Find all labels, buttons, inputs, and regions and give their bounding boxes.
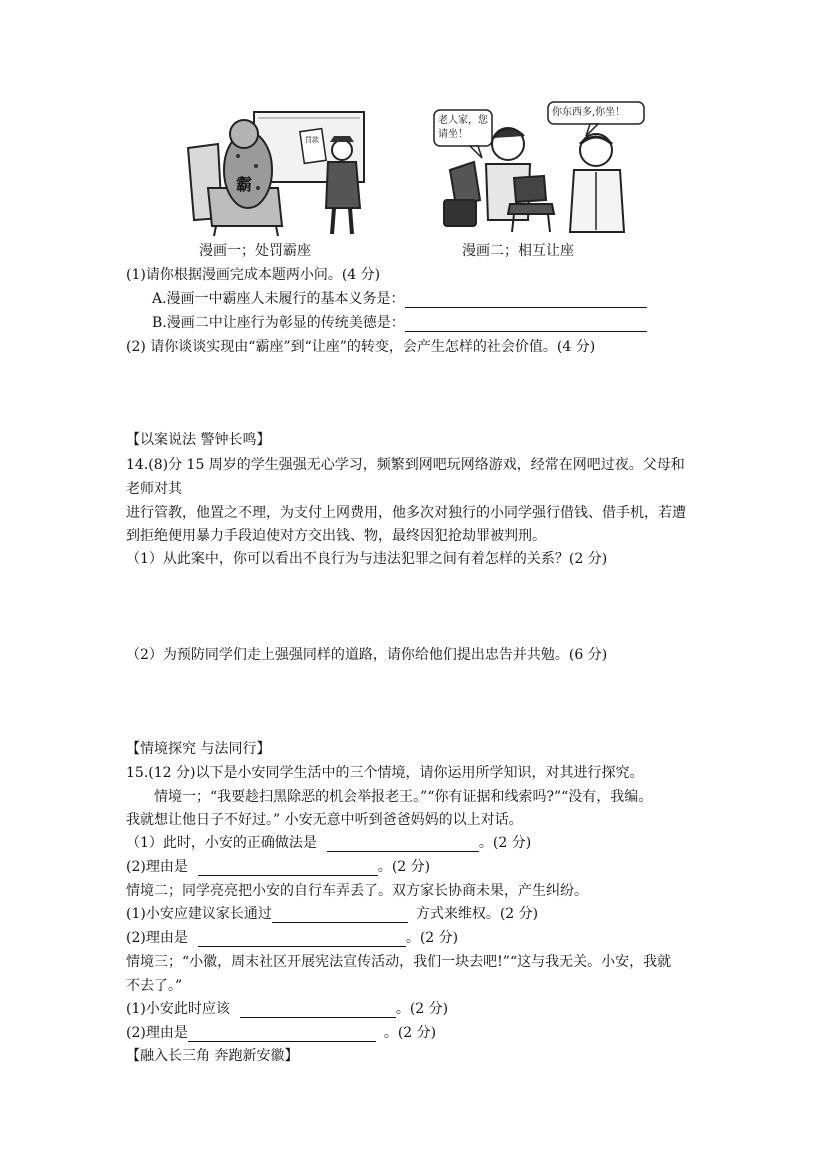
- scene2-q2: [126, 929, 458, 947]
- scene1-q1-suffix: 。(2 分): [478, 835, 532, 851]
- scene3-q2: [126, 1024, 436, 1042]
- scene2-q1: [126, 905, 538, 923]
- scene1-line1: 情境一；“我要趁扫黑除恶的机会举报老王。”“你有证据和线索吗?”“没有，我编。: [154, 789, 653, 805]
- scene2-line: 情境二；同学亮亮把小安的自行车弄丢了。双方家长协商未果，产生纠纷。: [126, 883, 588, 899]
- scene1-q2: [126, 858, 430, 876]
- q13-b-text: B.漫画二中让座行为彰显的传统美德是：: [152, 315, 405, 331]
- scene3-line1: 情境三；“小徽，周末社区开展宪法宣传活动，我们一块去吧!”“这与我无关。小安，我就: [126, 954, 672, 970]
- q14-line1: 14.(8)分 15 周岁的学生强强无心学习，频繁到网吧玩网络游戏，经常在网吧过夜。父母和: [126, 457, 685, 473]
- section-heading-next: 【融入长三角 奔跑新安徽】: [126, 1048, 299, 1064]
- scene3-q2-prefix: (2)理由是: [126, 1025, 188, 1041]
- scene3-q1-prefix: (1)小安此时应该: [126, 1001, 230, 1017]
- scene1-q1: [126, 834, 531, 852]
- scene2-q2-blank[interactable]: [198, 932, 406, 947]
- comic-penalizing-seat-hog: [178, 108, 378, 238]
- section-heading-scene: 【情境探究 与法同行】: [126, 741, 271, 757]
- scene1-line2: 我就想让他日子不好过。” 小安无意中听到爸爸妈妈的以上对话。: [126, 812, 523, 828]
- scene3-q1: [126, 1000, 448, 1018]
- q13-a-text: A.漫画一中霸座人未履行的基本义务是：: [152, 291, 405, 307]
- scene3-q1-blank[interactable]: [240, 1003, 396, 1018]
- scene1-q1-prefix: （1）此时，小安的正确做法是: [126, 835, 317, 851]
- q13-a-answer-blank[interactable]: [405, 293, 647, 308]
- bubble-left-text: 老人家，您请坐！: [438, 115, 488, 140]
- scene1-q2-blank[interactable]: [198, 861, 378, 876]
- q13-part2: (2) 请你谈谈实现由“霸座”到“让座”的转变，会产生怎样的社会价值。(4 分): [126, 339, 596, 355]
- scene3-q2-blank[interactable]: [188, 1027, 376, 1042]
- comic1-caption: 漫画一；处罚霸座: [199, 243, 311, 259]
- scene2-q1-prefix: (1)小安应建议家长通过: [126, 906, 272, 922]
- penalty-paper-label: 罚款: [305, 136, 319, 144]
- bubble-right-text: 你东西多,你坐！: [552, 107, 626, 118]
- scene3-line2: 不去了。”: [126, 978, 183, 994]
- q14-sub2: （2）为预防同学们走上强强同样的道路，请你给他们提出忠告并共勉。(6 分): [126, 647, 608, 663]
- scene2-q1-blank[interactable]: [272, 908, 408, 923]
- scene3-q1-suffix: 。(2 分): [395, 1001, 449, 1017]
- scene1-q2-prefix: (2)理由是: [126, 859, 188, 875]
- q14-sub1: （1）从此案中，你可以看出不良行为与违法犯罪之间有着怎样的关系？(2 分): [126, 551, 608, 567]
- q14-line4: 到拒绝便用暴力手段迫使对方交出钱、物，最终因犯抢劫罪被判刑。: [126, 528, 546, 544]
- q14-line3: 进行管教，他置之不理，为支付上网费用，他多次对独行的小同学强行借钱、借手机，若遭: [126, 505, 686, 521]
- q13-b-answer-blank[interactable]: [405, 317, 647, 332]
- scene1-q2-suffix: 。(2 分): [377, 859, 431, 875]
- seat-hog-label: 霸: [236, 175, 253, 194]
- scene3-q2-suffix: 。(2 分): [383, 1025, 437, 1041]
- comic2-caption: 漫画二；相互让座: [462, 243, 574, 259]
- q13-b: [152, 314, 647, 332]
- q15-intro: 15.(12 分)以下是小安同学生活中的三个情境，请你运用所学知识，对其进行探究。: [126, 765, 644, 781]
- scene1-q1-blank[interactable]: [327, 837, 479, 852]
- q13-part1: (1)请你根据漫画完成本题两小问。(4 分): [126, 267, 381, 283]
- scene2-q2-suffix: 。(2 分): [405, 930, 459, 946]
- section-heading-law: 【以案说法 警钟长鸣】: [126, 432, 271, 448]
- q13-a: [152, 290, 647, 308]
- scene2-q2-prefix: (2)理由是: [126, 930, 188, 946]
- q14-line2: 老师对其: [126, 481, 182, 497]
- scene2-q1-suffix: 方式来维权。(2 分): [415, 906, 539, 922]
